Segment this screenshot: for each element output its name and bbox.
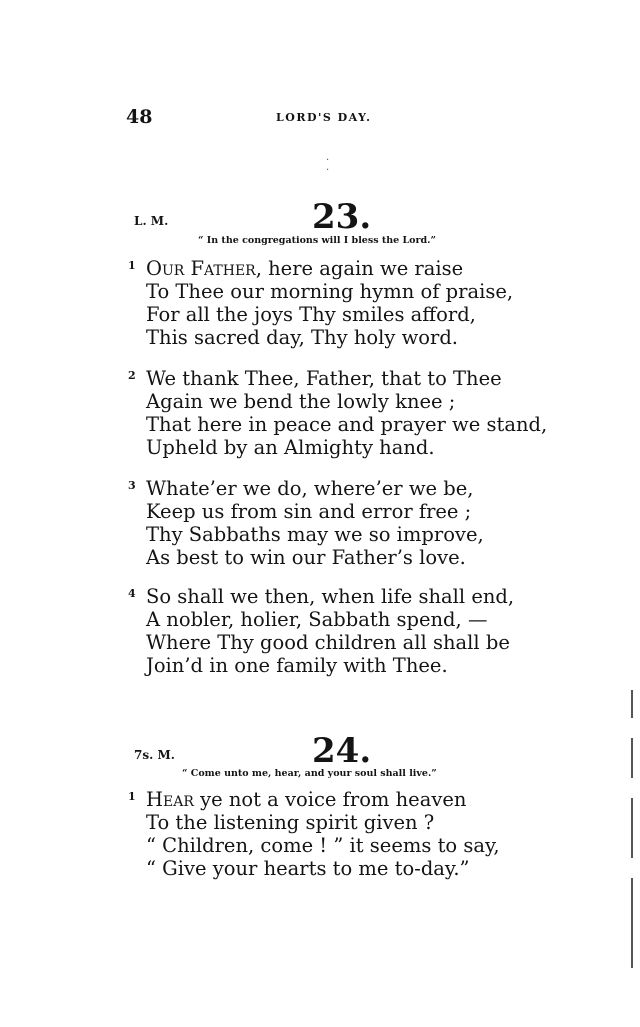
- verse-line: As best to win our Father’s love.: [146, 546, 466, 569]
- verse-line: Upheld by an Almighty hand.: [146, 436, 435, 459]
- hymn-epigraph: “ Come unto me, hear, and your soul shall live.”: [182, 768, 437, 779]
- verse-line: To the listening spirit given ?: [146, 811, 435, 834]
- verse-line: Join’d in one family with Thee.: [146, 654, 448, 677]
- verse-initial-words: Our Father: [146, 257, 256, 280]
- verse-line: To Thee our morning hymn of praise,: [146, 280, 514, 303]
- verse-line: So shall we then, when life shall end,: [146, 585, 515, 608]
- verse-line: That here in peace and prayer we stand,: [146, 413, 548, 436]
- edge-mark: [631, 798, 633, 858]
- verse-line: “ Children, come ! ” it seems to say,: [146, 834, 500, 857]
- verse-line: “ Give your hearts to me to-day.”: [146, 857, 470, 880]
- page-number: 48: [126, 106, 153, 128]
- stanza: [128, 257, 568, 349]
- hymn-heading: [134, 728, 494, 771]
- verse-line: We thank Thee, Father, that to Thee: [146, 367, 502, 390]
- edge-mark: [631, 690, 633, 718]
- hymn-number: 23.: [312, 197, 372, 237]
- edge-mark: [631, 878, 633, 968]
- stanza: [128, 585, 568, 677]
- verse-line: [128, 257, 568, 280]
- hymn-epigraph: “ In the congregations will I bless the Lord.”: [198, 235, 436, 246]
- verse-line-rest: , here again we raise: [255, 257, 464, 280]
- page-edge-marks: [631, 690, 634, 1020]
- stanza: [128, 788, 568, 880]
- hymn-heading: [134, 194, 494, 237]
- edge-mark: [631, 738, 633, 778]
- verse-line: A nobler, holier, Sabbath spend, —: [146, 608, 488, 631]
- verse-number: 4: [128, 587, 136, 600]
- verse-line: Where Thy good children all shall be: [146, 631, 510, 654]
- hymn-number: 24.: [312, 731, 372, 771]
- verse-number: 1: [128, 259, 136, 272]
- hymn-meter: L. M.: [134, 214, 169, 228]
- verse-line: Again we bend the lowly knee ;: [146, 390, 456, 413]
- hymn-meter: 7s. M.: [134, 748, 175, 762]
- running-head: LORD'S DAY.: [276, 111, 372, 124]
- stanza: [128, 477, 568, 569]
- stanza: [128, 367, 568, 459]
- verse-number: 2: [128, 369, 136, 382]
- page-header: [126, 106, 438, 128]
- print-specks: · ·: [326, 155, 330, 176]
- verse-initial-words: Hear: [146, 788, 194, 811]
- verse-line: For all the joys Thy smiles afford,: [146, 303, 476, 326]
- verse-line-rest: ye not a voice from heaven: [193, 788, 467, 811]
- verse-line: Whate’er we do, where’er we be,: [146, 477, 474, 500]
- verse-line: [128, 788, 568, 811]
- verse-line: Keep us from sin and error free ;: [146, 500, 472, 523]
- verse-line: This sacred day, Thy holy word.: [146, 326, 458, 349]
- verse-number: 3: [128, 479, 136, 492]
- verse-line: Thy Sabbaths may we so improve,: [146, 523, 484, 546]
- verse-number: 1: [128, 790, 136, 803]
